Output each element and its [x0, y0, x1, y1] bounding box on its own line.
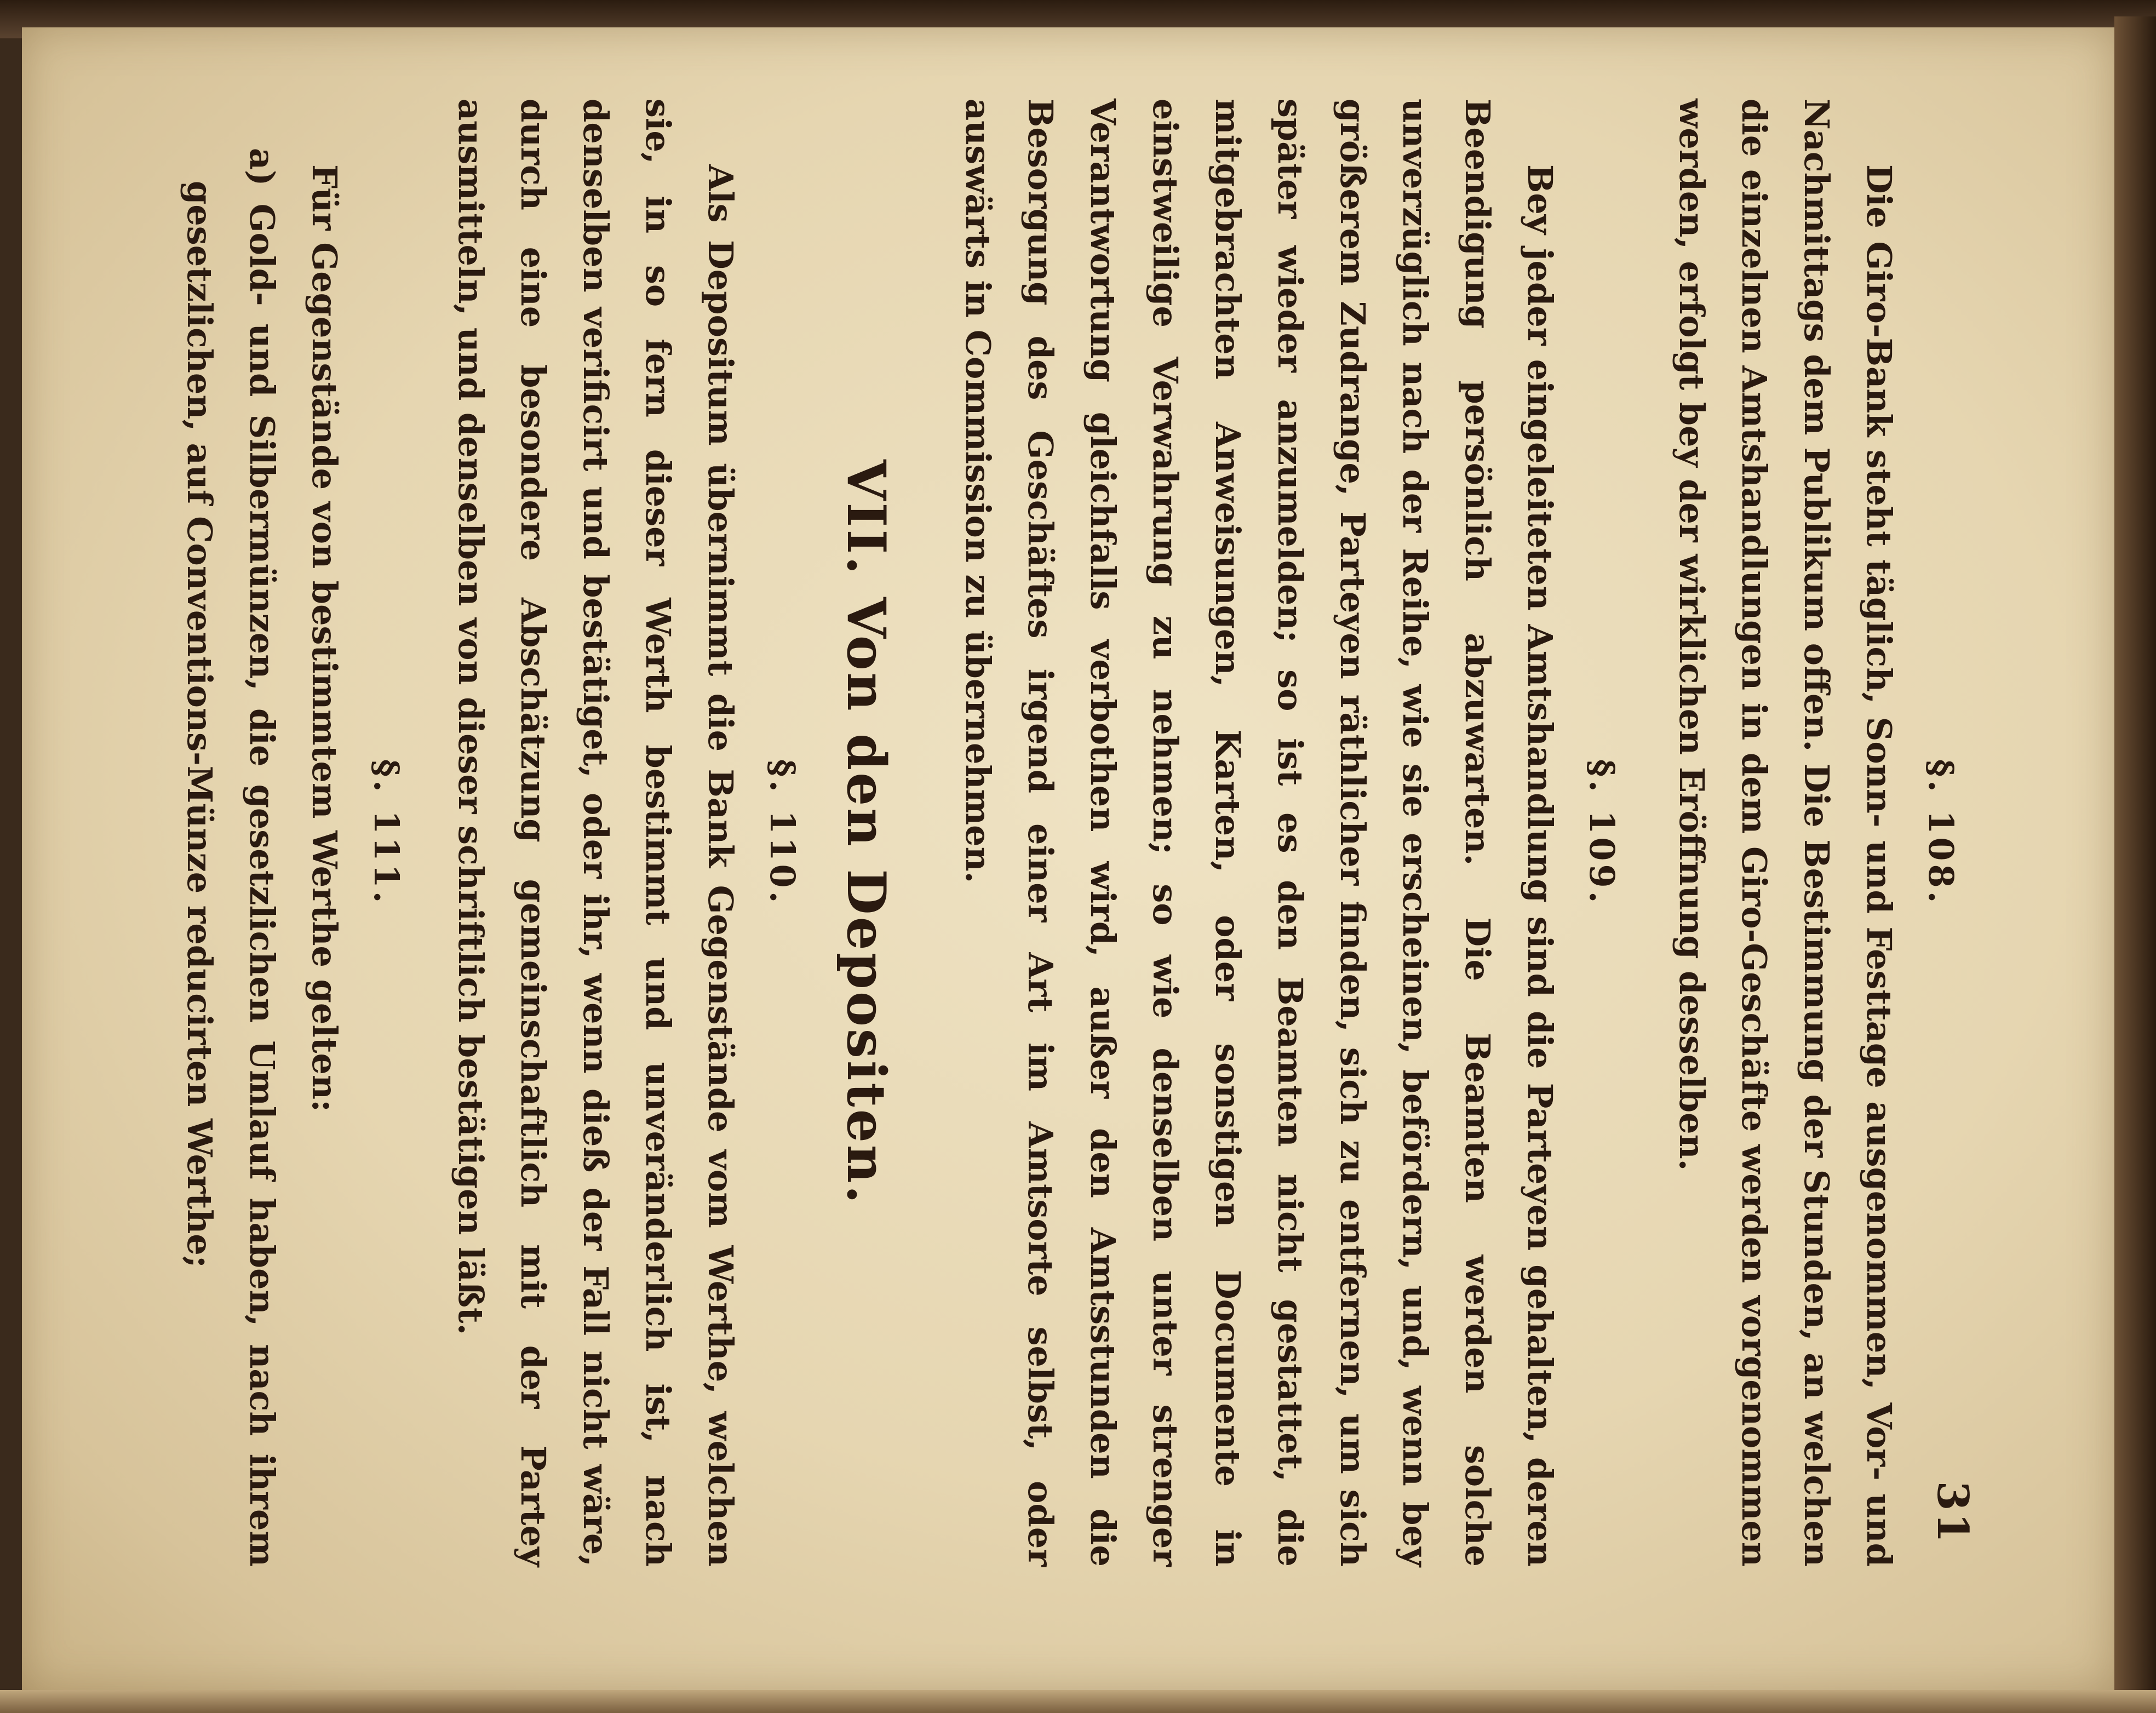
- chapter-heading: VII. Von den Depositen.: [835, 459, 897, 1206]
- page-number: 31: [1928, 1481, 1977, 1545]
- section-111-title: §. 111.: [366, 759, 406, 907]
- section-111-item-a: a) Gold- und Silbermünzen, die gesetzlichen Umlauf haben, nach ihrem gesetzlichen, auf Conventions-Münze reducirten Werthe;: [180, 148, 282, 1567]
- book-spine: [2114, 16, 2156, 1713]
- section-111-intro: Für Gegenstände von bestimmtem Werthe gelten:: [305, 164, 345, 1112]
- section-109-text: Bey jeder eingeleiteten Amtshandlung sind die Parteyen gehalten, deren Beendigung persönlich abzuwarten. Die Beamten werden solche unverzüglich nach der Reihe, wie sie erscheinen, befördern, und, wenn bey größerem Zudrange, Parteyen räthlicher finden, sich zu entfernen, um sich später wieder anzumelden; so ist es den Beamten nicht gestattet, die mitgebrachten Anweisungen, Karten, oder sonstigen Documente in einstweilige Verwahrung zu nehmen; so wie denselben unter strenger Verantwortung gleichfalls verbothen wird, außer den Amtsstunden die Besorgung des Geschäftes irgend einer Art im Amtsorte selbst, oder auswärts in Commission zu übernehmen.: [958, 99, 1560, 1567]
- rotated-text-block: [180, 99, 1977, 1567]
- section-109-title: §. 109.: [1582, 759, 1622, 907]
- page-content: [168, 99, 1977, 1567]
- section-110-title: §. 110.: [762, 759, 802, 907]
- section-108-text: Die Giro-Bank steht täglich, Sonn- und Festtage ausgenommen, Vor- und Nachmittags dem Publikum offen. Die Bestimmung der Stunden, an welchen die einzelnen Amtshandlungen in dem Giro-Geschäfte werden vorgenommen werden, erfolgt bey der wirklichen Eröffnung desselben.: [1672, 99, 1899, 1567]
- book-bottom-edge: [0, 1690, 2156, 1713]
- section-108-title: §. 108.: [1921, 759, 1961, 907]
- section-110-text: Als Depositum übernimmt die Bank Gegenstände vom Werthe, welchen sie, in so fern dieser Werth bestimmt und unveränderlich ist, nach denselben verificirt und bestätiget, oder ihr, wenn dieß der Fall nicht wäre, durch eine besondere Abschätzung gemeinschaftlich mit der Partey ausmitteln, und denselben von dieser schriftlich bestätigen läßt.: [451, 99, 741, 1567]
